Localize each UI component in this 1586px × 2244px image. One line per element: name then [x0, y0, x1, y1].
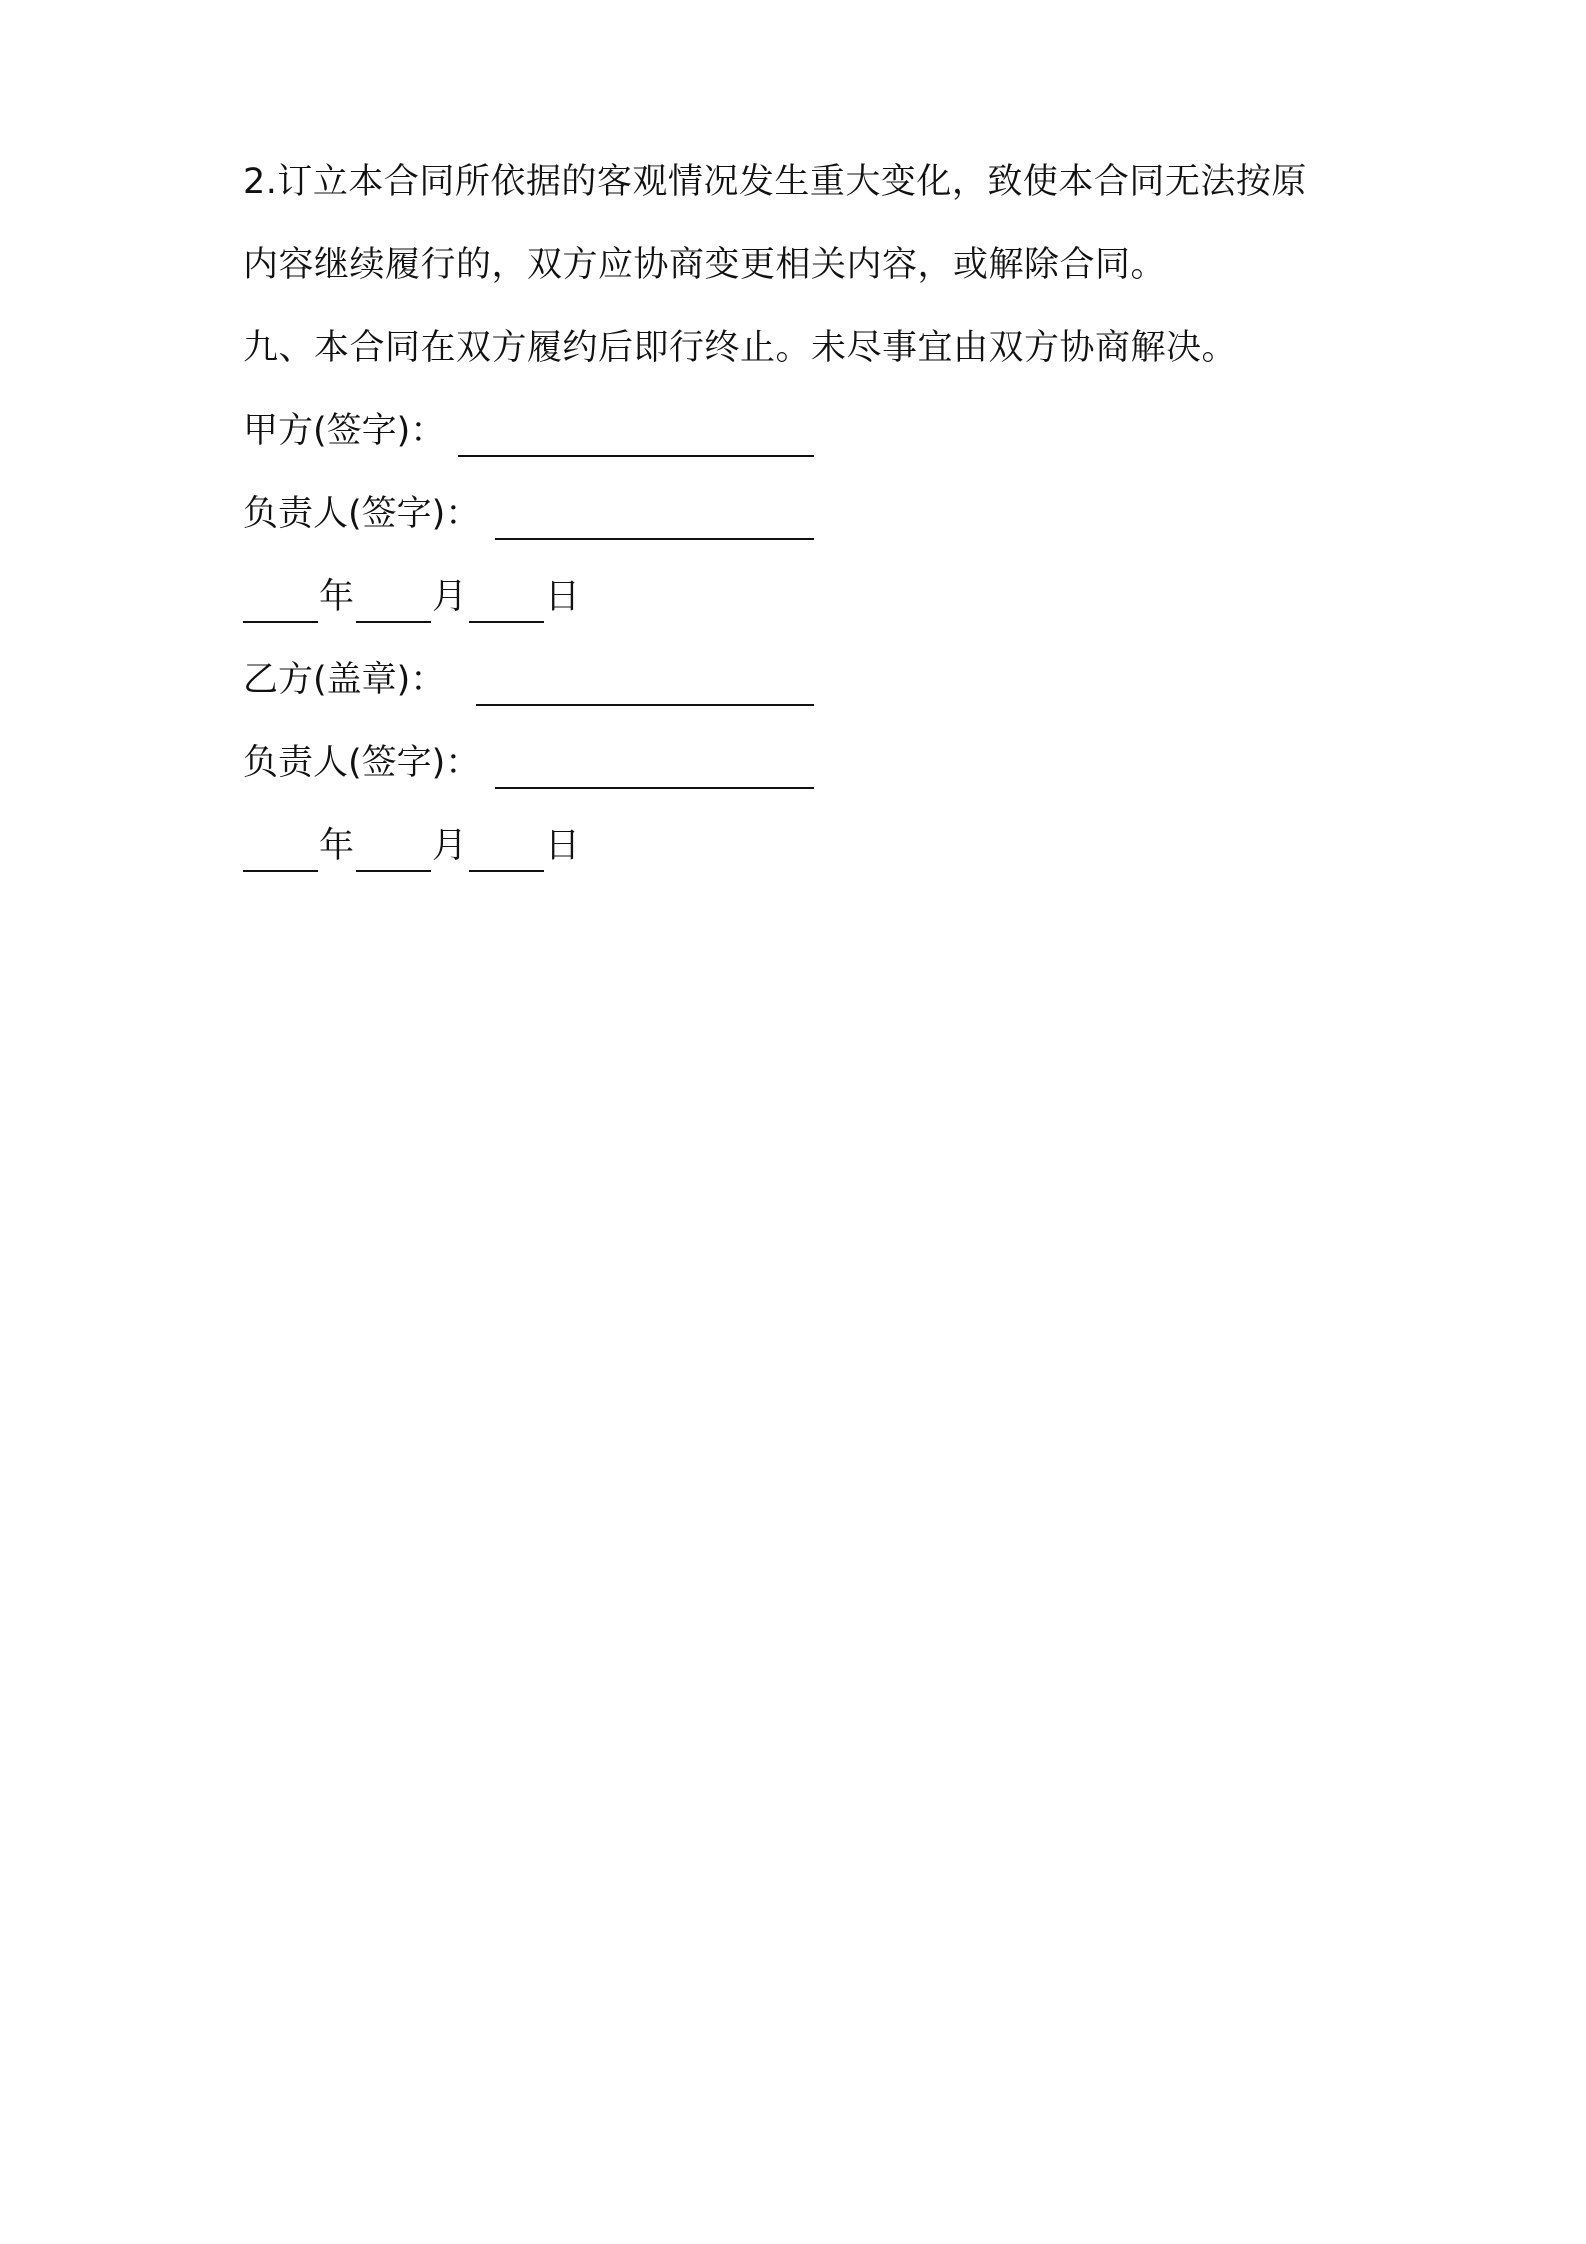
- party-a-rep-signature-row: [243, 492, 823, 542]
- party-b-day-unit: 日: [545, 826, 581, 866]
- clause-2-line-1: 2.订立本合同所依据的客观情况发生重大变化，致使本合同无法按原: [243, 162, 1307, 202]
- party-a-rep-signature-blank[interactable]: [495, 538, 814, 540]
- party-a-signature-blank[interactable]: [458, 455, 814, 457]
- party-b-seal-row: [243, 658, 823, 708]
- party-b-rep-label: 负责人(签字)：: [243, 743, 481, 783]
- party-b-month-blank[interactable]: [356, 870, 431, 872]
- party-a-rep-label: 负责人(签字)：: [243, 494, 481, 534]
- party-a-month-unit: 月: [432, 577, 468, 617]
- party-b-month-unit: 月: [432, 826, 468, 866]
- party-a-year-blank[interactable]: [243, 621, 318, 623]
- party-a-day-unit: 日: [545, 577, 581, 617]
- party-a-signature-row: [243, 409, 823, 459]
- party-b-day-blank[interactable]: [469, 870, 544, 872]
- clause-2-line-2: 内容继续履行的，双方应协商变更相关内容，或解除合同。: [243, 245, 1167, 285]
- party-b-date-row: [243, 824, 583, 874]
- party-b-seal-blank[interactable]: [476, 704, 814, 706]
- clause-9: 九、本合同在双方履约后即行终止。未尽事宜由双方协商解决。: [243, 328, 1238, 368]
- party-b-year-blank[interactable]: [243, 870, 318, 872]
- party-b-rep-signature-blank[interactable]: [495, 787, 814, 789]
- party-b-year-unit: 年: [319, 826, 355, 866]
- party-a-date-row: [243, 575, 583, 625]
- party-b-rep-signature-row: [243, 741, 823, 791]
- party-a-month-blank[interactable]: [356, 621, 431, 623]
- party-a-day-blank[interactable]: [469, 621, 544, 623]
- party-b-label: 乙方(盖章)：: [243, 660, 446, 700]
- party-a-label: 甲方(签字)：: [243, 411, 446, 451]
- party-a-year-unit: 年: [319, 577, 355, 617]
